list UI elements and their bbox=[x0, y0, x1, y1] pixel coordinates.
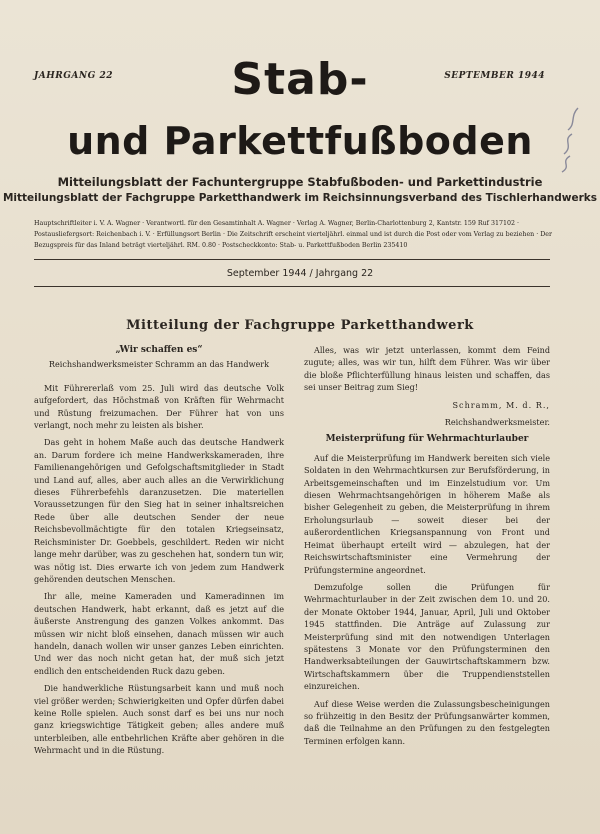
article-byline: Reichshandwerksmeister Schramm an das Handwerk bbox=[48, 359, 270, 370]
article-heading: „Wir schaffen es“ bbox=[115, 345, 203, 355]
masthead-title-line1: Stab- bbox=[231, 54, 369, 105]
impressum: Hauptschriftleiter i. V. A. Wagner · Verantwortl. für den Gesamtinhalt A. Wagner · Verlag A. Wagner, Berlin-Charlottenburg 2, Kantstr. 159 Ruf 317102 · Postausliefergsort: Reichenbach i. V. · Erfüllungsort Berlin · Die Zeitschrift erscheint vierteljährl. einmal und ist durch die Post oder vom Verlag zu beziehen · Der Bezugspreis für das Inland beträgt vierteljährl. RM. 0.80 · Postscheckkonto: Stab- u. Parkettfußboden Berlin 235410 bbox=[34, 220, 553, 249]
left-column bbox=[34, 344, 284, 762]
divider-bottom bbox=[34, 286, 550, 287]
article-paragraph: Alles, was wir jetzt unterlassen, kommt dem Feind zugute; alles, was wir tun, hilft dem Führer. Was wir über die bloße Pflichterfüllung hinaus leisten und schaffen, das sei unser Beitrag zum Sieg! bbox=[304, 345, 550, 393]
article-paragraph: Das geht in hohem Maße auch das deutsche Handwerk an. Darum fordere ich meine Handwerkskameraden, ihre Familienangehörigen und Gefolgschaftsmitglieder in Stadt und Land auf, alles, aber auch alles an die Verwirklichung dieses Führerbefehls daranzusetzen. Die materiellen Voraussetzungen für den Sieg hat in seiner inhaltsreichen Rede über alle deutschen Sender der neue Reichsbevollmächtigte für den totalen Kriegseinsatz, Reichsminister Dr. Goebbels, geschildert. Reden wir nicht lange mehr darüber, was zu geschehen hat, sondern tun wir, was nötig ist. Dies erwarte ich von jedem zum Handwerk gehörenden deutschen Menschen. bbox=[34, 437, 284, 584]
article-paragraph: Auf die Meisterprüfung im Handwerk bereiten sich viele Soldaten in den Wehrmachtkursen zur Berufsförderung, in Arbeitsgemeinschaften und im Einzelstudium vor. Um diesen Wehrmachtsangehörigen in höherem Maße als bisher Gelegenheit zu geben, die Meisterprüfung in ihrem Erholungsurlaub — soweit dieser bei der außerordentlichen Kriegsanspannung von Front und Heimat überhaupt erteilt wird — abzulegen, hat der Reichswirtschaftsminister eine Vermehrung der Prüfungstermine angeordnet. bbox=[304, 452, 550, 575]
handwritten-annotation-icon bbox=[548, 104, 588, 174]
masthead-subtitle-1: Mitteilungsblatt der Fachuntergruppe Stabfußboden- und Parkettindustrie bbox=[57, 175, 543, 189]
right-column bbox=[304, 344, 550, 752]
article-paragraph: Die handwerkliche Rüstungsarbeit kann und muß noch viel größer werden; Schwierigkeiten und Opfer dürfen dabei keine Rolle spielen. Auch sonst darf es bei uns nur noch ganz kriegswichtige Tätigkeit geben; alles andere muß unterbleiben, alle entbehrlichen Kräfte aber gehören in die Wehrmacht und in die Rüstung. bbox=[34, 683, 284, 756]
article-heading-2: Meisterprüfung für Wehrmachturlauber bbox=[325, 434, 529, 445]
section-title: Mitteilung der Fachgruppe Parketthandwerk bbox=[126, 318, 474, 333]
article-paragraph: Mit Führererlaß vom 25. Juli wird das deutsche Volk aufgefordert, das Höchstmaß von Kräften für Wehrmacht und Rüstung freizumachen. Der Führer hat von uns verlangt, noch mehr zu leisten als bisher. bbox=[34, 382, 284, 431]
signature-name: Schramm, M. d. R., bbox=[452, 399, 550, 410]
divider-top bbox=[34, 259, 550, 260]
volume-label: JAHRGANG 22 bbox=[34, 71, 113, 81]
issue-line: September 1944 / Jahrgang 22 bbox=[226, 268, 374, 279]
masthead-subtitle-2: Mitteilungsblatt der Fachgruppe Parketthandwerk im Reichsinnungsverband des Tischlerhandwerks bbox=[2, 192, 598, 204]
signature-title: Reichshandwerksmeister. bbox=[444, 417, 550, 428]
article-paragraph: Demzufolge sollen die Prüfungen für Wehrmachturlauber in der Zeit zwischen dem 10. und 20. der Monate Oktober 1944, Januar, April, Juli und Oktober 1945 stattfinden. Die Anträge auf Zulassung zur Meisterprüfung sind mit den notwendigen Unterlagen spätestens 3 Monate vor den Prüfungsterminen den Handwerksabteilungen der Gauwirtschaftskammern bzw. Wirtschaftskammern über die Truppendienststellen einzureichen. bbox=[304, 581, 550, 692]
article-paragraph: Ihr alle, meine Kameraden und Kameradinnen im deutschen Handwerk, habt erkannt, daß es jetzt auf die äußerste Anstrengung des ganzen Volkes ankommt. Das müssen wir nicht bloß einsehen, danach müssen wir auch handeln, danach wollen wir unser ganzes Leben einrichten. Und wer das noch nicht getan hat, der muß sich jetzt endlich den entscheidenden Ruck dazu geben. bbox=[34, 591, 284, 676]
date-label: SEPTEMBER 1944 bbox=[444, 71, 545, 81]
article-paragraph: Auf diese Weise werden die Zulassungsbescheinigungen so frühzeitig in den Besitz der Prüfungsanwärter kommen, daß die Teilnahme an den Prüfungen zu den festgelegten Terminen erfolgen kann. bbox=[304, 698, 550, 746]
masthead-title-line2: und Parkettfußboden bbox=[67, 119, 533, 163]
